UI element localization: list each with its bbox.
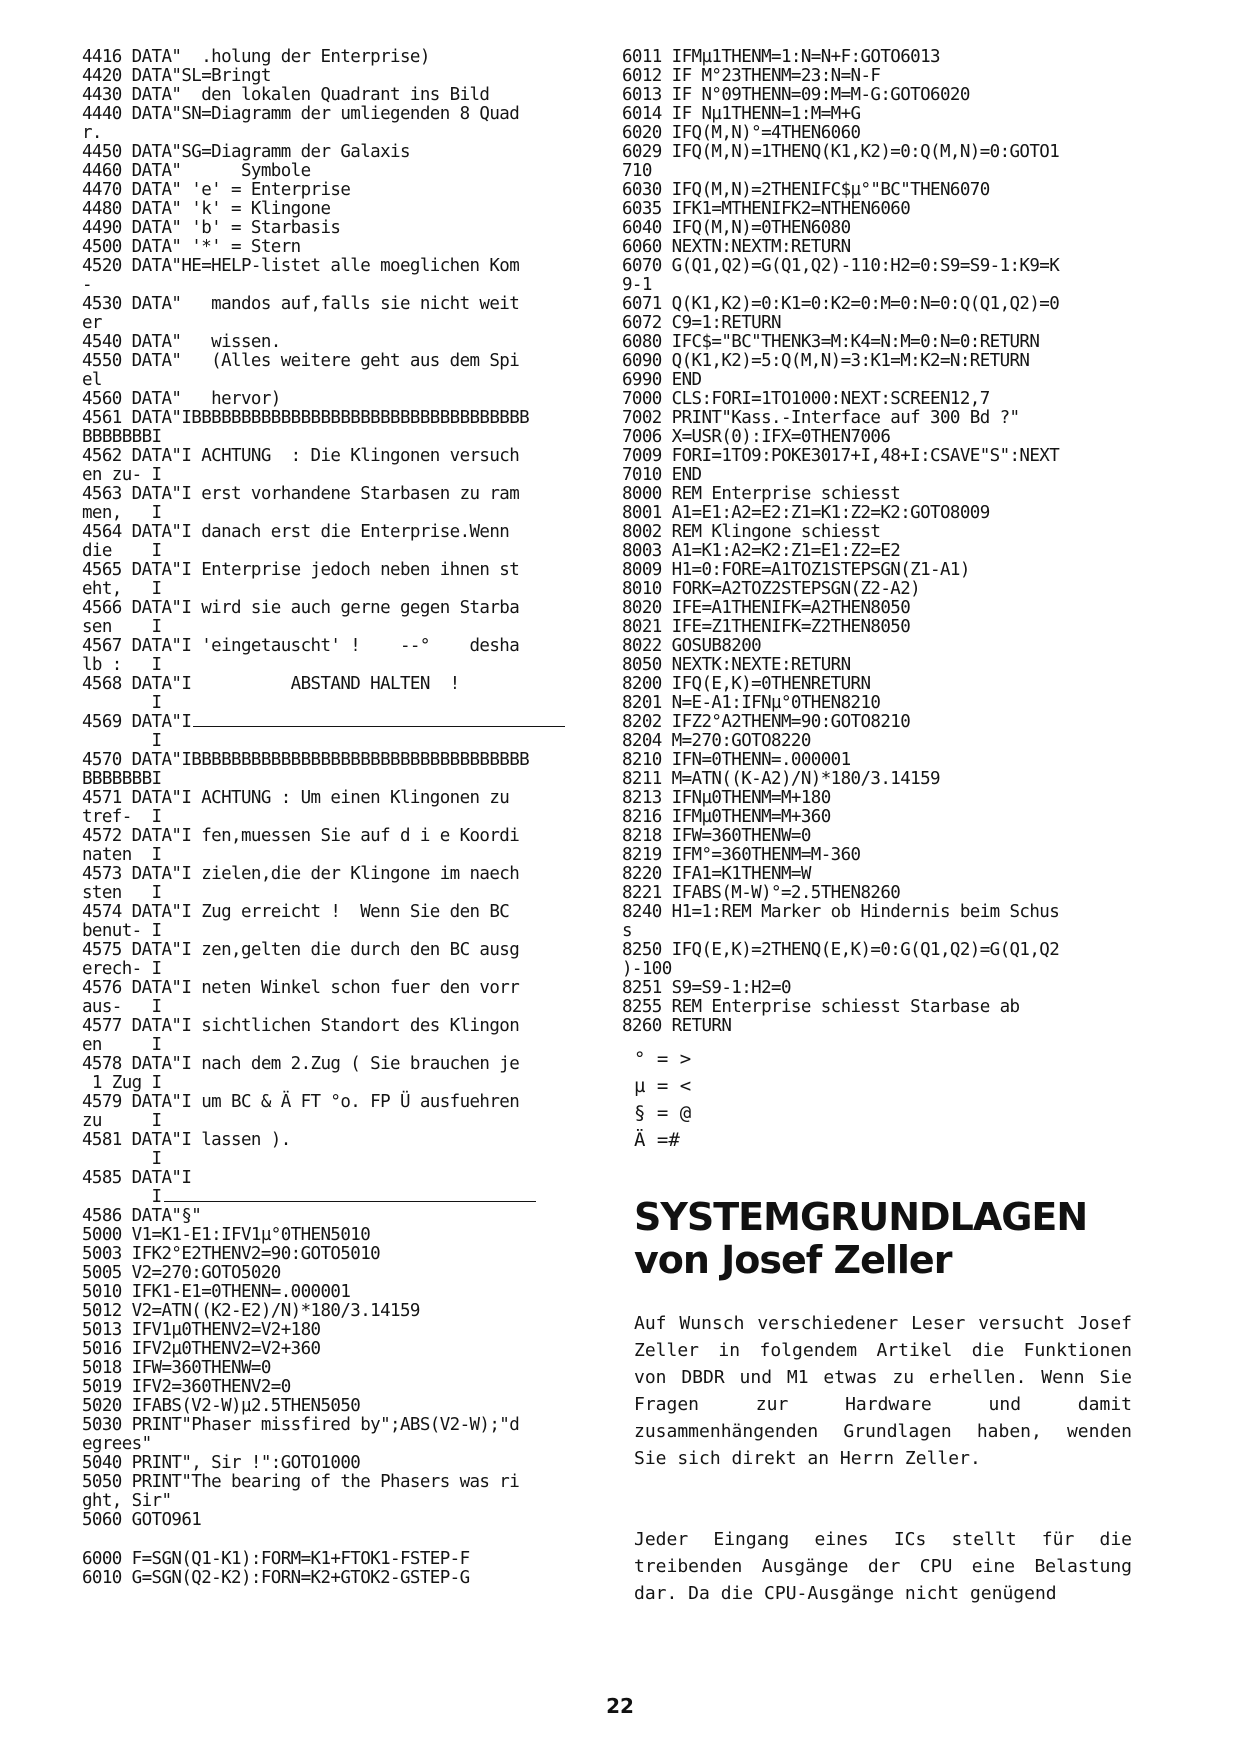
- code-line: 4420 DATA"SL=Bringt: [82, 66, 271, 86]
- code-line: 5003 IFK2°E2THENV2=90:GOTO5010: [82, 1244, 381, 1264]
- code-line: 6080 IFC$="BC"THENK3=M:K4=N:M=0:N=0:RETURN: [622, 332, 1040, 352]
- code-line: 4530 DATA" mandos auf,falls sie nicht weit: [82, 294, 520, 314]
- code-line: 8002 REM Klingone schiesst: [622, 522, 881, 542]
- code-line: 6072 C9=1:RETURN: [622, 313, 781, 333]
- code-line: 8218 IFW=360THENW=0: [622, 826, 811, 846]
- code-line: s: [622, 921, 632, 941]
- code-line: 4416 DATA" .holung der Enterprise): [82, 47, 430, 67]
- code-line: sen I: [82, 617, 162, 637]
- code-line: 4576 DATA"I neten Winkel schon fuer den vorr: [82, 978, 520, 998]
- code-line: 6013 IF N°09THENN=09:M=M-G:GOTO6020: [622, 85, 970, 105]
- right-code-listing: [622, 48, 1182, 1036]
- code-line: 8210 IFN=0THENN=.000001: [622, 750, 851, 770]
- code-line: 8202 IFZ2°A2THENM=90:GOTO8210: [622, 712, 911, 732]
- article-title-line2: von Josef Zeller: [634, 1238, 952, 1282]
- code-line: 5040 PRINT", Sir !":GOTO1000: [82, 1453, 361, 1473]
- code-line: 5018 IFW=360THENW=0: [82, 1358, 271, 1378]
- code-line: 4572 DATA"I fen,muessen Sie auf d i e Koordi: [82, 826, 520, 846]
- box-rule: [164, 1189, 536, 1202]
- code-line: I: [82, 1149, 162, 1169]
- code-line: egrees": [82, 1434, 152, 1454]
- article-body: [634, 1310, 1132, 1607]
- code-line: 8204 M=270:GOTO8220: [622, 731, 811, 751]
- code-line: eht, I: [82, 579, 162, 599]
- code-line: 8211 M=ATN((K-A2)/N)*180/3.14159: [622, 769, 940, 789]
- code-line: 6020 IFQ(M,N)°=4THEN6060: [622, 123, 861, 143]
- code-line: lb : I: [82, 655, 162, 675]
- code-line: [82, 713, 602, 732]
- code-line: zu I: [82, 1111, 162, 1131]
- code-line: 4430 DATA" den lokalen Quadrant ins Bild: [82, 85, 490, 105]
- code-line: 7009 FORI=1TO9:POKE3017+I,48+I:CSAVE"S":NEXT: [622, 446, 1060, 466]
- code-line: 5000 V1=K1-E1:IFV1µ°0THEN5010: [82, 1225, 371, 1245]
- code-line: 4460 DATA" Symbole: [82, 161, 311, 181]
- code-line: tref- I: [82, 807, 162, 827]
- box-rule: [193, 714, 565, 727]
- article-paragraph: Jeder Eingang eines ICs stellt für die treibenden Ausgänge der CPU eine Belastung dar. Da die CPU-Ausgänge nicht genügend: [634, 1529, 1132, 1604]
- code-line: 7006 X=USR(0):IFX=0THEN7006: [622, 427, 891, 447]
- code-line: 4578 DATA"I nach dem 2.Zug ( Sie brauchen je: [82, 1054, 520, 1074]
- left-code-listing: [82, 48, 602, 1588]
- code-line: BBBBBBBI: [82, 769, 162, 789]
- code-line: 4586 DATA"§": [82, 1206, 202, 1226]
- code-line: 8009 H1=0:FORE=A1TOZ1STEPSGN(Z1-A1): [622, 560, 970, 580]
- code-line: 6014 IF Nµ1THENN=1:M=M+G: [622, 104, 861, 124]
- code-line: 8010 FORK=A2TOZ2STEPSGN(Z2-A2): [622, 579, 921, 599]
- code-line: 4550 DATA" (Alles weitere geht aus dem Spi: [82, 351, 520, 371]
- code-line: benut- I: [82, 921, 162, 941]
- code-line: erech- I: [82, 959, 162, 979]
- article-title-line1: SYSTEMGRUNDLAGEN: [634, 1195, 1088, 1239]
- code-line: I: [82, 731, 162, 751]
- code-line: 5005 V2=270:GOTO5020: [82, 1263, 281, 1283]
- code-line: 5019 IFV2=360THENV2=0: [82, 1377, 291, 1397]
- code-line: 5020 IFABS(V2-W)µ2.5THEN5050: [82, 1396, 361, 1416]
- code-line: )-100: [622, 959, 672, 979]
- code-line: 4574 DATA"I Zug erreicht ! Wenn Sie den BC: [82, 902, 510, 922]
- code-line: 5013 IFV1µ0THENV2=V2+180: [82, 1320, 321, 1340]
- code-line: 8219 IFM°=360THENM=M-360: [622, 845, 861, 865]
- code-line: 8200 IFQ(E,K)=0THENRETURN: [622, 674, 871, 694]
- code-line: 1 Zug I: [82, 1073, 162, 1093]
- code-line: 4577 DATA"I sichtlichen Standort des Klingon: [82, 1016, 520, 1036]
- code-line: el: [82, 370, 102, 390]
- character-legend: [634, 1046, 691, 1154]
- code-line: 4581 DATA"I lassen ).: [82, 1130, 291, 1150]
- code-line: I: [82, 693, 162, 713]
- code-line: 9-1: [622, 275, 652, 295]
- code-line: [82, 1188, 602, 1207]
- code-line: naten I: [82, 845, 162, 865]
- code-line: 5010 IFK1-E1=0THENN=.000001: [82, 1282, 351, 1302]
- code-line: ght, Sir": [82, 1491, 172, 1511]
- code-line: 4564 DATA"I danach erst die Enterprise.Wenn: [82, 522, 510, 542]
- code-line: 4500 DATA" '*' = Stern: [82, 237, 301, 257]
- code-line: 8003 A1=K1:A2=K2:Z1=E1:Z2=E2: [622, 541, 901, 561]
- code-line: 8220 IFA1=K1THENM=W: [622, 864, 811, 884]
- spacer: [82, 1530, 602, 1550]
- code-line: BBBBBBBI: [82, 427, 162, 447]
- code-line: 4570 DATA"IBBBBBBBBBBBBBBBBBBBBBBBBBBBBBBBBBB: [82, 750, 530, 770]
- code-line: 6070 G(Q1,Q2)=G(Q1,Q2)-110:H2=0:S9=S9-1:K9=K: [622, 256, 1060, 276]
- code-line: 8216 IFMµ0THENM=M+360: [622, 807, 831, 827]
- code-line: 6090 Q(K1,K2)=5:Q(M,N)=3:K1=M:K2=N:RETURN: [622, 351, 1030, 371]
- code-line: 8240 H1=1:REM Marker ob Hindernis beim Schus: [622, 902, 1060, 922]
- code-line: 4575 DATA"I zen,gelten die durch den BC ausg: [82, 940, 520, 960]
- code-line: men, I: [82, 503, 162, 523]
- code-line: 4490 DATA" 'b' = Starbasis: [82, 218, 341, 238]
- code-line: 5012 V2=ATN((K2-E2)/N)*180/3.14159: [82, 1301, 420, 1321]
- code-line: 4450 DATA"SG=Diagramm der Galaxis: [82, 142, 410, 162]
- code-line-text: 4569 DATA"I: [82, 712, 192, 732]
- code-line: en I: [82, 1035, 162, 1055]
- code-line: 5030 PRINT"Phaser missfired by";ABS(V2-W);"d: [82, 1415, 520, 1435]
- code-line: 4470 DATA" 'e' = Enterprise: [82, 180, 351, 200]
- article-title: [634, 1196, 1194, 1282]
- code-line: 6010 G=SGN(Q2-K2):FORN=K2+GTOK2-GSTEP-G: [82, 1568, 470, 1588]
- code-line: 4562 DATA"I ACHTUNG : Die Klingonen versuch: [82, 446, 520, 466]
- code-line: 6060 NEXTN:NEXTM:RETURN: [622, 237, 851, 257]
- code-line: 4567 DATA"I 'eingetauscht' ! --° desha: [82, 636, 520, 656]
- code-line: 4440 DATA"SN=Diagramm der umliegenden 8 Quad: [82, 104, 520, 124]
- code-line: 6030 IFQ(M,N)=2THENIFC$µ°"BC"THEN6070: [622, 180, 990, 200]
- code-line: 4560 DATA" hervor): [82, 389, 281, 409]
- code-line: 8251 S9=S9-1:H2=0: [622, 978, 791, 998]
- code-line: er: [82, 313, 102, 333]
- code-line: 8250 IFQ(E,K)=2THENQ(E,K)=0:G(Q1,Q2)=G(Q1,Q2: [622, 940, 1060, 960]
- code-line: 6035 IFK1=MTHENIFK2=NTHEN6060: [622, 199, 911, 219]
- code-line-text: I: [82, 1187, 162, 1207]
- code-line: 4561 DATA"IBBBBBBBBBBBBBBBBBBBBBBBBBBBBBBBBBB: [82, 408, 530, 428]
- code-line: 6071 Q(K1,K2)=0:K1=0:K2=0:M=0:N=0:Q(Q1,Q2)=0: [622, 294, 1060, 314]
- code-line: aus- I: [82, 997, 162, 1017]
- code-line: 7002 PRINT"Kass.-Interface auf 300 Bd ?": [622, 408, 1020, 428]
- code-line: 8201 N=E-A1:IFNµ°0THEN8210: [622, 693, 881, 713]
- code-line: 8001 A1=E1:A2=E2:Z1=K1:Z2=K2:GOTO8009: [622, 503, 990, 523]
- code-line: 5050 PRINT"The bearing of the Phasers was ri: [82, 1472, 520, 1492]
- code-line: 6029 IFQ(M,N)=1THENQ(K1,K2)=0:Q(M,N)=0:GOTO1: [622, 142, 1060, 162]
- code-line: 8000 REM Enterprise schiesst: [622, 484, 901, 504]
- code-line: 8260 RETURN: [622, 1016, 732, 1036]
- code-line: 8255 REM Enterprise schiesst Starbase ab: [622, 997, 1020, 1017]
- code-line: 6000 F=SGN(Q1-K1):FORM=K1+FTOK1-FSTEP-F: [82, 1549, 470, 1569]
- legend-item: µ = <: [634, 1075, 692, 1097]
- legend-item: § = @: [634, 1102, 692, 1124]
- code-line: 7010 END: [622, 465, 702, 485]
- code-line: 4571 DATA"I ACHTUNG : Um einen Klingonen zu: [82, 788, 510, 808]
- code-line: 4520 DATA"HE=HELP-listet alle moeglichen Kom: [82, 256, 520, 276]
- legend-item: Ä =#: [634, 1129, 680, 1151]
- code-line: 4585 DATA"I: [82, 1168, 192, 1188]
- legend-item: ° = >: [634, 1048, 692, 1070]
- code-line: 8050 NEXTK:NEXTE:RETURN: [622, 655, 851, 675]
- code-line: r.: [82, 123, 102, 143]
- code-line: 4540 DATA" wissen.: [82, 332, 281, 352]
- code-line: 8022 GOSUB8200: [622, 636, 762, 656]
- code-line: 6012 IF M°23THENM=23:N=N-F: [622, 66, 881, 86]
- code-line: 4573 DATA"I zielen,die der Klingone im naech: [82, 864, 520, 884]
- code-line: 8021 IFE=Z1THENIFK=Z2THEN8050: [622, 617, 911, 637]
- code-line: 8221 IFABS(M-W)°=2.5THEN8260: [622, 883, 901, 903]
- code-line: 6040 IFQ(M,N)=0THEN6080: [622, 218, 851, 238]
- code-line: en zu- I: [82, 465, 162, 485]
- code-line: 8213 IFNµ0THENM=M+180: [622, 788, 831, 808]
- code-line: 4568 DATA"I ABSTAND HALTEN !: [82, 674, 460, 694]
- code-line: -: [82, 275, 92, 295]
- code-line: 4563 DATA"I erst vorhandene Starbasen zu ram: [82, 484, 520, 504]
- code-line: 6990 END: [622, 370, 702, 390]
- code-line: 6011 IFMµ1THENM=1:N=N+F:GOTO6013: [622, 47, 940, 67]
- code-line: 710: [622, 161, 652, 181]
- code-line: 5016 IFV2µ0THENV2=V2+360: [82, 1339, 321, 1359]
- code-line: sten I: [82, 883, 162, 903]
- page-number: 22: [606, 1694, 634, 1718]
- code-line: 4566 DATA"I wird sie auch gerne gegen Starba: [82, 598, 520, 618]
- code-line: die I: [82, 541, 162, 561]
- code-line: 8020 IFE=A1THENIFK=A2THEN8050: [622, 598, 911, 618]
- code-line: 4480 DATA" 'k' = Klingone: [82, 199, 331, 219]
- code-line: 7000 CLS:FORI=1TO1000:NEXT:SCREEN12,7: [622, 389, 990, 409]
- article-intro-paragraph: Auf Wunsch verschiedener Leser versucht Josef Zeller in folgendem Artikel die Funktionen von DBDR und M1 etwas zu erhellen. Wenn Sie Fragen zur Hardware und damit zusammenhängenden Grundlagen haben, wenden Sie sich direkt an Herrn Zeller.: [634, 1313, 1132, 1469]
- code-line: 5060 GOTO961: [82, 1510, 202, 1530]
- code-line: 4579 DATA"I um BC & Ä FT °o. FP Ü ausfuehren: [82, 1092, 520, 1112]
- code-line: 4565 DATA"I Enterprise jedoch neben ihnen st: [82, 560, 520, 580]
